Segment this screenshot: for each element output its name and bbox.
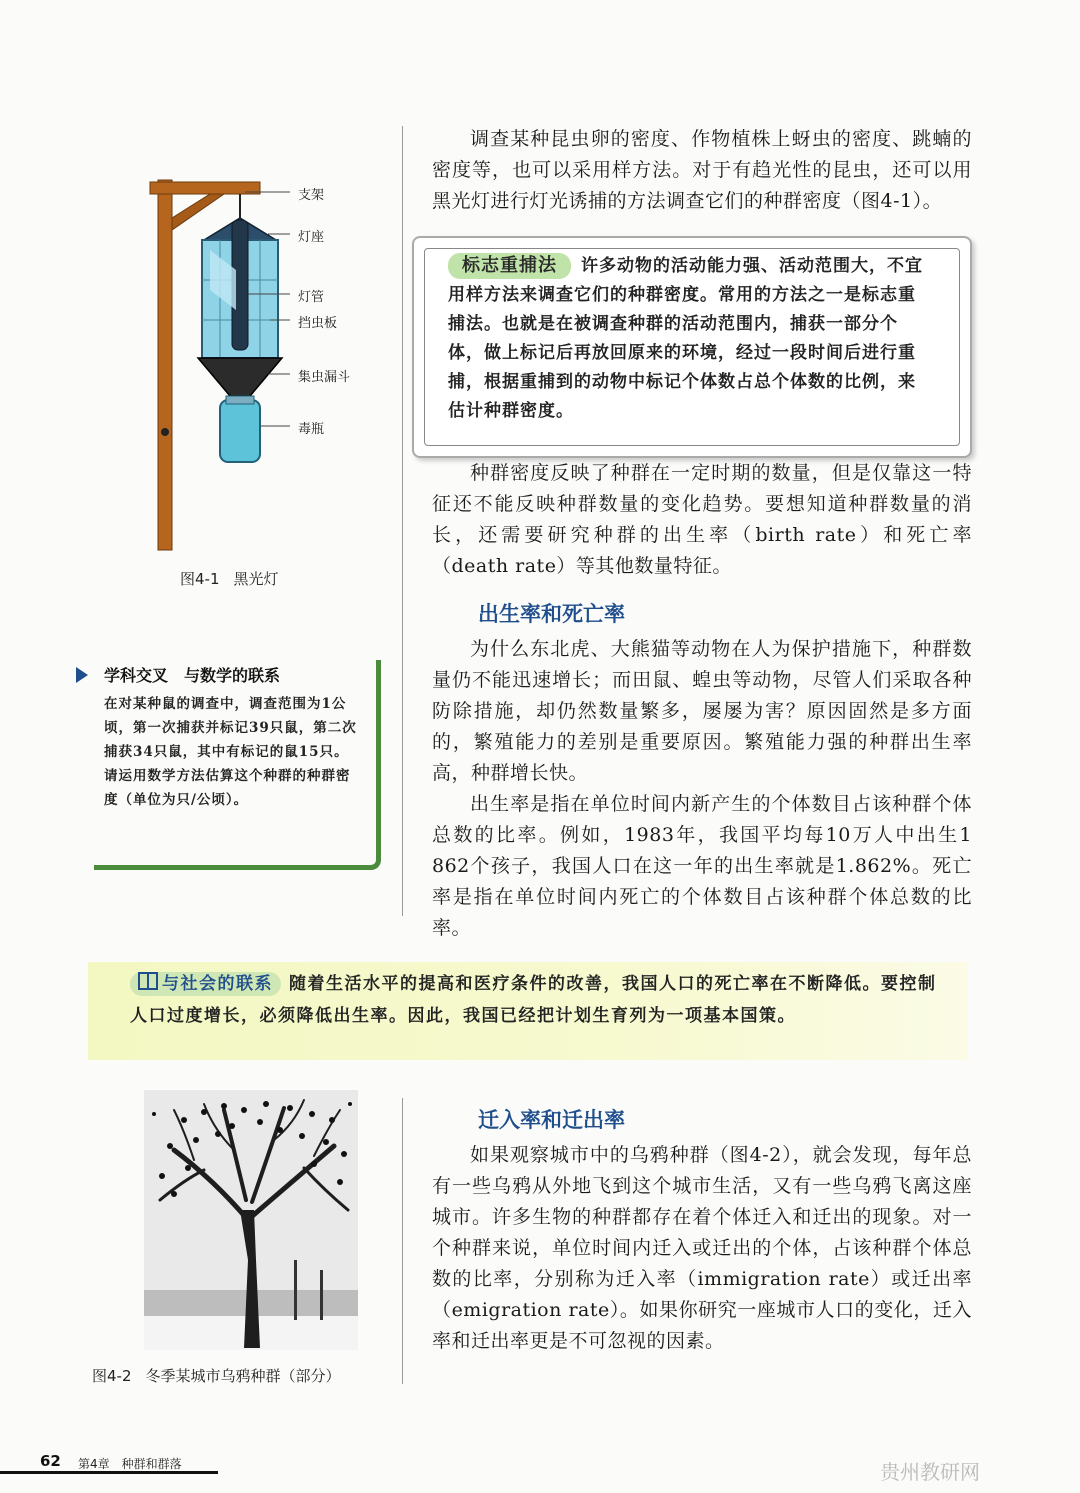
society-connection-tag: 与社会的联系 — [130, 972, 281, 996]
page-number: 62 — [40, 1452, 61, 1470]
figure-4-1-caption — [180, 568, 279, 589]
chapter-title: 第4章 种群和群落 — [78, 1457, 182, 1471]
society-connection-text: 与社会的联系 随着生活水平的提高和医疗条件的改善，我国人口的死亡率在不断降低。要控制人口过度增长，必须降低出生率。因此，我国已经把计划生育列为一项基本国策。 — [130, 974, 937, 1026]
mark-recapture-text: 标志重捕法 许多动物的活动能力强、活动范围大，不宜用样方法来调查它们的种群密度。常用的方法之一是标志重捕法。也就是在被调查种群的活动范围内，捕获一部分个体，做上标记后再放回原来的环境，经过一段时间后进行重捕，根据重捕到的动物中标记个体数占总个体数的比例，来估计种群密度。 — [448, 255, 923, 421]
section-heading-migration: 迁入率和迁出率 — [478, 1108, 625, 1132]
mark-recapture-tag: 标志重捕法 — [448, 253, 571, 279]
label-support: 支架 — [298, 188, 325, 203]
figure-4-2-number: 图4-2 — [92, 1367, 132, 1385]
density-paragraph: 种群密度反映了种群在一定时期的数量，但是仅靠这一特征还不能反映种群数量的变化趋势。要想知道种群数量的消长，还需要研究种群的出生率（birth rate）和死亡率（death rate）等其他数量特征。 — [432, 462, 972, 577]
label-funnel: 集虫漏斗 — [298, 370, 351, 385]
label-lamp-tube: 灯管 — [298, 290, 325, 305]
footer-rule — [0, 1471, 218, 1474]
crow-tree-photo — [144, 1090, 358, 1350]
section-heading-birth-death: 出生率和死亡率 — [478, 602, 625, 626]
watermark-text: 贵州教研网 — [880, 1460, 980, 1484]
figure-4-1-title: 黑光灯 — [233, 570, 279, 588]
mark-recapture-box — [412, 236, 972, 458]
figure-4-2-title: 冬季某城市乌鸦种群（部分） — [145, 1367, 341, 1385]
figure-4-1-number: 图4-1 — [180, 570, 220, 588]
figure-4-2-caption — [92, 1365, 341, 1386]
book-icon — [138, 972, 158, 990]
triangle-marker-icon — [76, 667, 88, 683]
math-connection-text: 在对某种鼠的调查中，调查范围为1公顷，第一次捕获并标记39只鼠，第二次捕获34只鼠，其中有标记的鼠15只。 请运用数学方法估算这个种群的种群密度（单位为只/公顷）。 — [104, 696, 357, 808]
label-lamp-holder: 灯座 — [298, 230, 325, 245]
column-divider-top — [402, 126, 403, 916]
intro-paragraph: 调查某种昆虫卵的密度、作物植株上蚜虫的密度、跳蝻的密度等，也可以采用样方法。对于有趋光性的昆虫，还可以用黑光灯进行灯光诱捕的方法调查它们的种群密度（图4-1）。 — [432, 128, 972, 212]
label-poison-jar: 毒瓶 — [298, 422, 325, 437]
column-divider-bottom — [402, 1098, 403, 1384]
migration-paragraph: 如果观察城市中的乌鸦种群（图4-2），就会发现，每年总有一些乌鸦从外地飞到这个城市生活，又有一些乌鸦飞离这座城市。许多生物的种群都存在着个体迁入和迁出的现象。对一个种群来说，单位时间内迁入或迁出的个体，占该种群个体总数的比率，分别称为迁入率（immigration rate）或迁出率（emigration rate）。如果你研究一座城市人口的变化，迁入率和迁出率更是不可忽视的因素。 — [432, 1144, 972, 1352]
math-connection-title: 学科交叉 与数学的联系 — [104, 666, 281, 685]
label-baffle: 挡虫板 — [298, 316, 338, 331]
birth-death-paragraphs: 为什么东北虎、大熊猫等动物在人为保护措施下，种群数量仍不能迅速增长；而田鼠、蝗虫等动物，尽管人们采取各种防除措施，却仍然数量繁多，屡屡为害？原因固然是多方面的，繁殖能力的差别是重要原因。繁殖能力强的种群出生率高，种群增长快。 出生率是指在单位时间内新产生的个体数目占该种群个体总数的比率。例如，1983年，我国平均每10万人中出生1 862个孩子，我国人口在这一年的出生率就是1.862%。死亡率是指在单位时间内死亡的个体数目占该种群个体总数的比率。 — [432, 638, 972, 939]
black-light-trap-illustration — [140, 160, 370, 560]
